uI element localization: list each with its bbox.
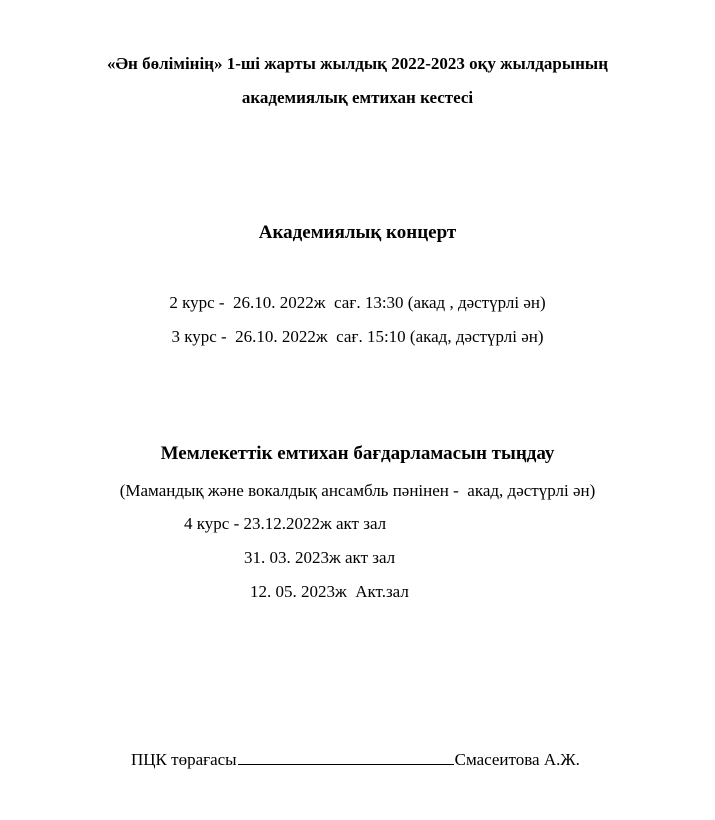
state-exam-row-3: 12. 05. 2023ж Акт.зал [250, 582, 409, 601]
signature-block [131, 750, 580, 770]
signature-name: Смасеитова А.Ж. [454, 750, 580, 769]
signature-role: ПЦК төрағасы [131, 750, 237, 769]
document-title-line-2: академиялық емтихан кестесі [241, 88, 474, 107]
concert-section-title: Академиялық концерт [258, 222, 457, 243]
state-exam-row-1: 4 курс - 23.12.2022ж акт зал [184, 514, 387, 533]
state-exam-row-2: 31. 03. 2023ж акт зал [244, 548, 396, 567]
state-exam-section-title: Мемлекеттік емтихан бағдарламасын тыңдау [160, 443, 555, 464]
signature-line [238, 750, 454, 765]
concert-row-course-3: 3 курс - 26.10. 2022ж сағ. 15:10 (акад, дәстүрлі ән) [171, 327, 544, 346]
state-exam-subtitle: (Мамандық және вокалдық ансамбль пәнінен - акад, дәстүрлі ән) [119, 481, 596, 500]
concert-row-course-2: 2 курс - 26.10. 2022ж сағ. 13:30 (акад , дәстүрлі ән) [169, 293, 546, 312]
document-title-line-1: «Ән бөлімінің» 1-ші жарты жылдық 2022-2023 оқу жылдарының [107, 54, 608, 73]
